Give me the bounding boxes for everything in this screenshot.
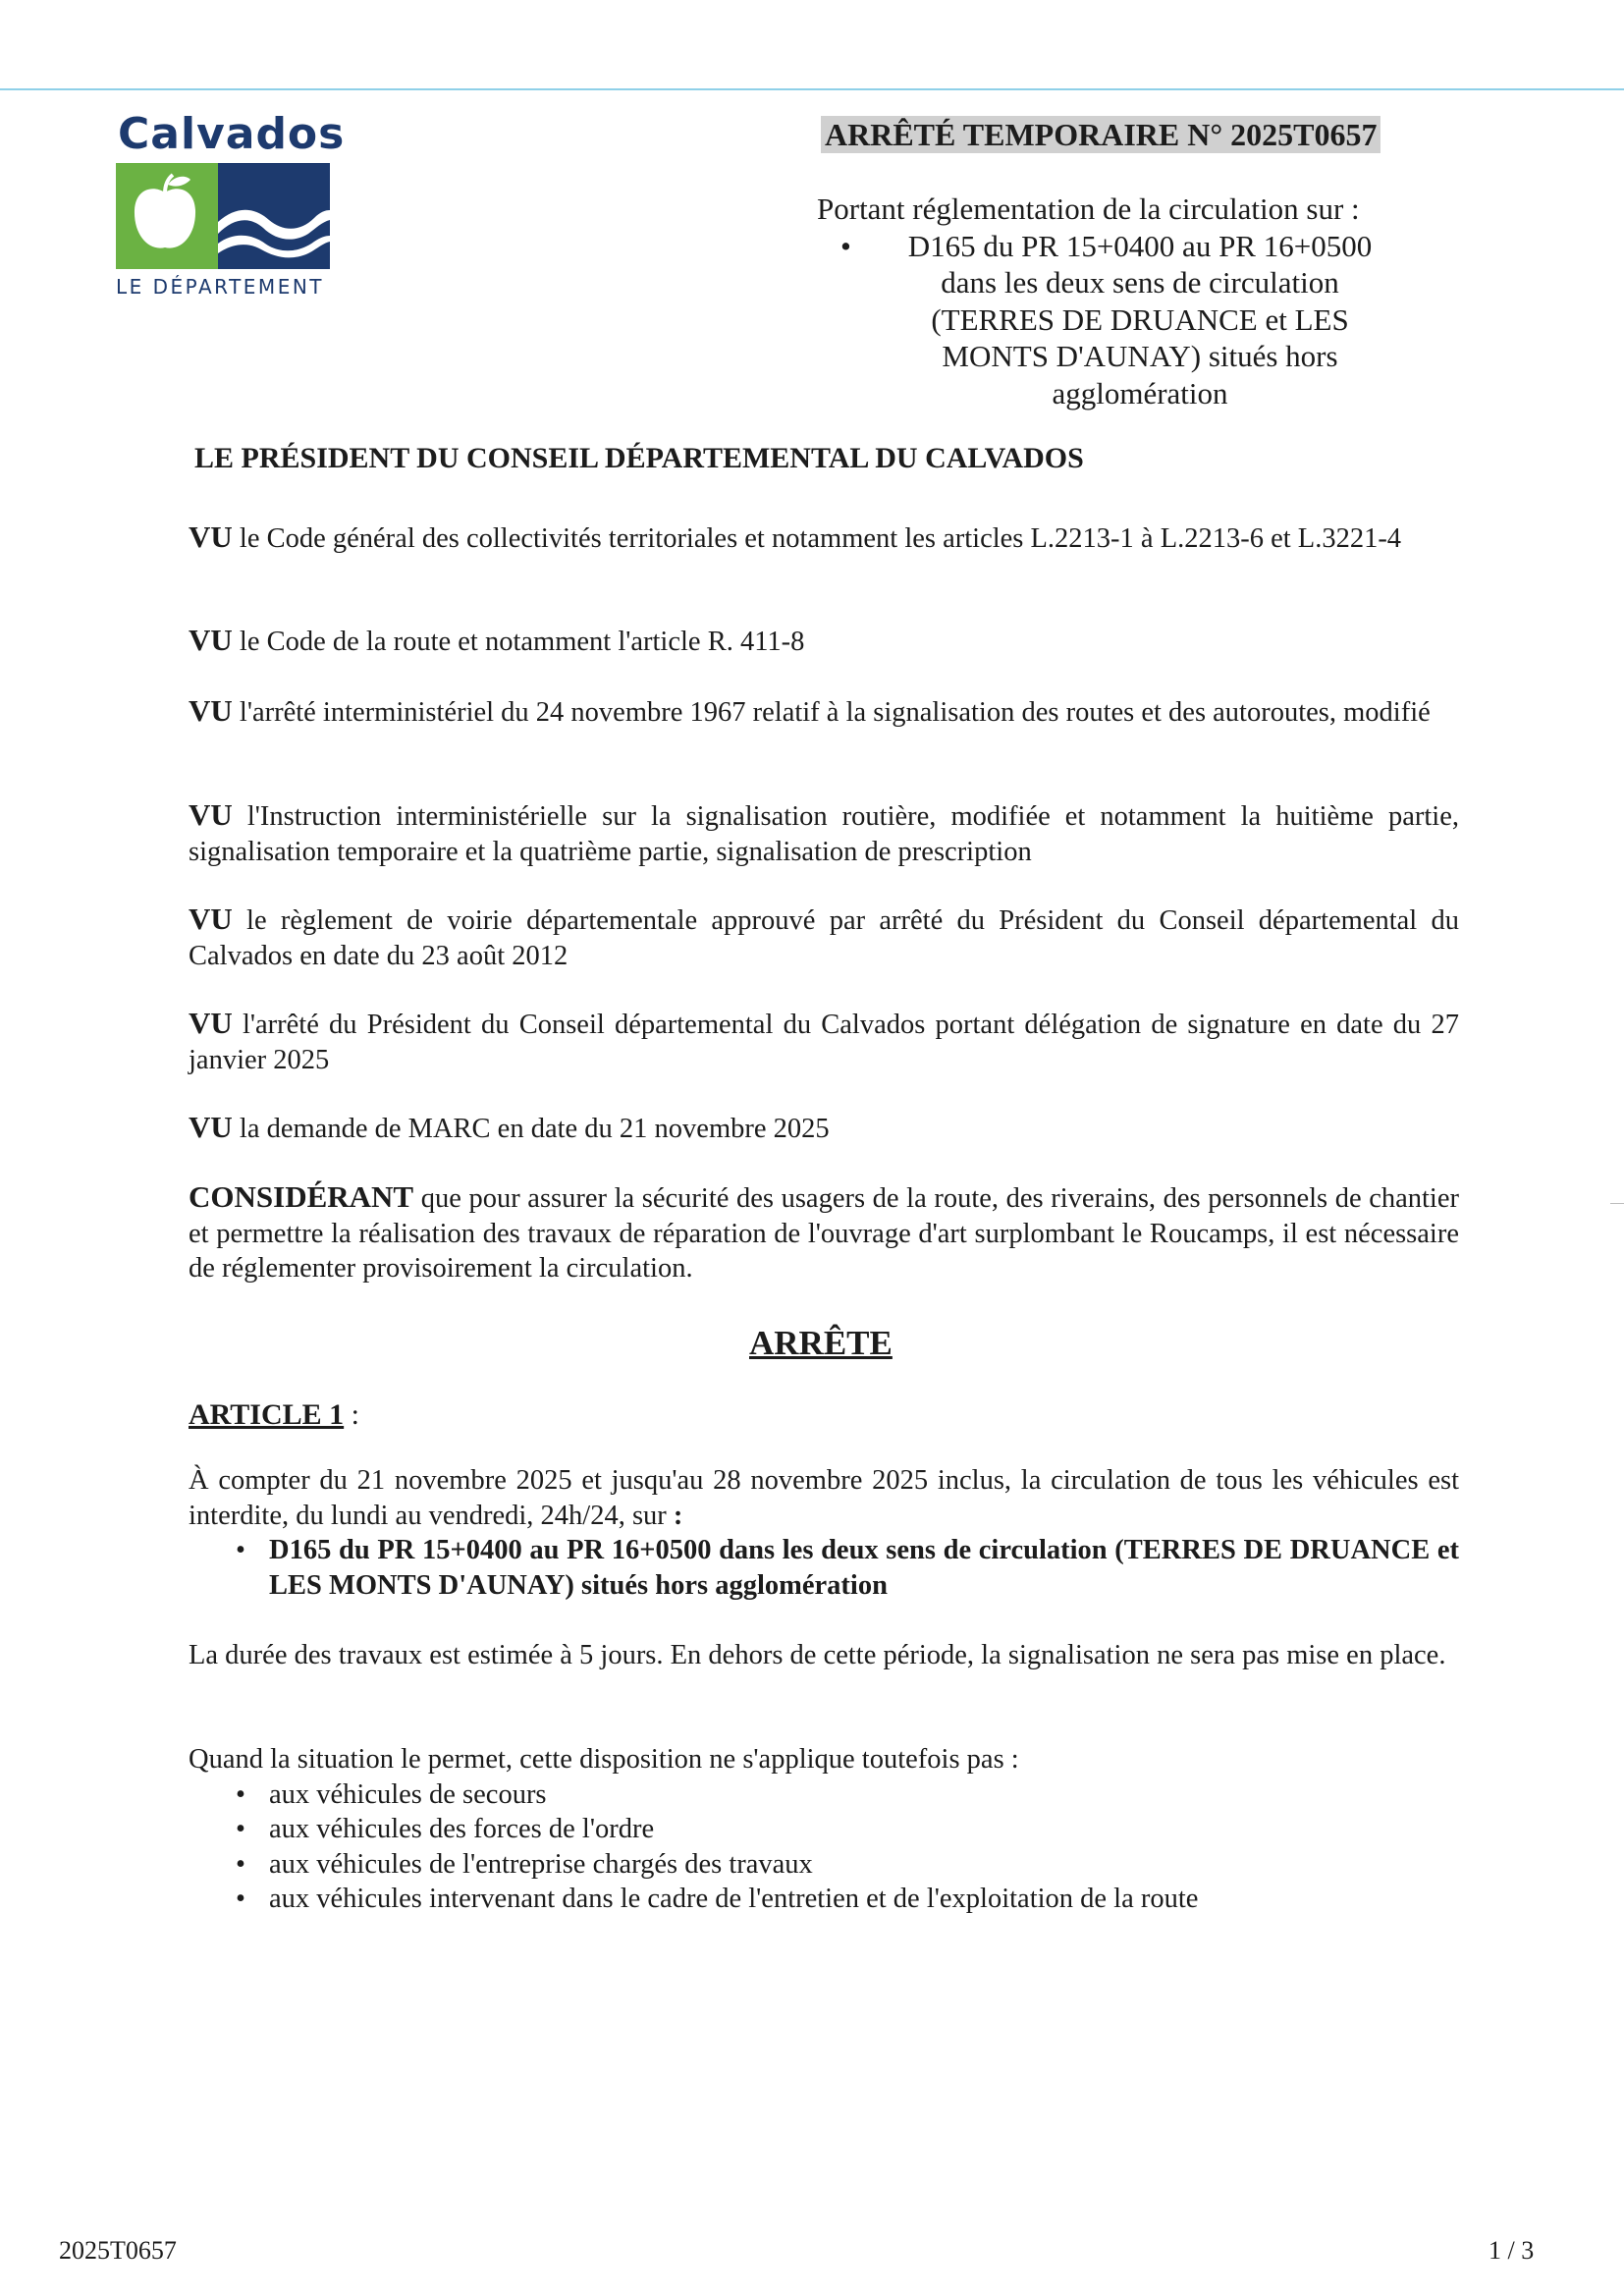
article-1-body: [189, 1463, 1459, 1603]
visa-3: VU l'arrêté interministériel du 24 novembre 1967 relatif à la signalisation des routes et des autoroutes, modifié: [189, 693, 1431, 728]
visa-7: VU la demande de MARC en date du 21 novembre 2025: [189, 1110, 830, 1144]
logo-subtitle: LE DÉPARTEMENT: [116, 275, 325, 299]
considerant-paragraph: CONSIDÉRANT que pour assurer la sécurité des usagers de la route, des riverains, des personnels de chantier et permettre la réalisation des travaux de réparation de l'ouvrage d'art surplombant le Roucamps, il est nécessaire de réglementer provisoirement la circulation.: [189, 1179, 1459, 1284]
article-1-duration: La durée des travaux est estimée à 5 jours. En dehors de cette période, la signalisation ne sera pas mise en place.: [189, 1640, 1446, 1670]
subject-road-text: D165 du PR 15+0400 au PR 16+0500 dans les deux sens de circulation (TERRES DE DRUANCE et LES MONTS D'AUNAY) situés hors agglomération: [907, 228, 1373, 410]
subject-road-item: [813, 228, 1402, 412]
article-1-exceptions: [189, 1742, 1459, 1917]
apple-wave-emblem-icon: [116, 163, 330, 269]
list-item: • aux véhicules de l'entreprise chargés des travaux: [189, 1847, 1459, 1883]
page-top-rule: [0, 88, 1624, 90]
visa-2: VU le Code de la route et notamment l'article R. 411-8: [189, 623, 805, 657]
visa-6: VU l'arrêté du Président du Conseil départemental du Calvados portant délégation de signature en date du 27 janvier 2025: [189, 1006, 1459, 1075]
article-1-intro: À compter du 21 novembre 2025 et jusqu'au 28 novembre 2025 inclus, la circulation de tous les véhicules est interdite, du lundi au vendredi, 24h/24, sur :: [189, 1465, 1459, 1531]
footer-page-number: 1 / 3: [1489, 2236, 1535, 2265]
visa-4: VU l'Instruction interministérielle sur la signalisation routière, modifiée et notamment la huitième partie, signalisation temporaire et la quatrième partie, signalisation de prescription: [189, 797, 1459, 867]
logo-wordmark: Calvados: [118, 109, 346, 159]
subject-intro: Portant réglementation de la circulation sur :: [817, 191, 1360, 226]
article-1-road-list: [189, 1533, 1459, 1603]
list-item: • aux véhicules intervenant dans le cadre de l'entretien et de l'exploitation de la route: [189, 1882, 1459, 1917]
bullet-icon: •: [840, 228, 851, 263]
list-item: • aux véhicules des forces de l'ordre: [189, 1812, 1459, 1847]
decree-subject: [813, 191, 1402, 411]
exceptions-list: [189, 1777, 1459, 1917]
visa-1: VU le Code général des collectivités territoriales et notamment les articles L.2213-1 à L.2213-6 et L.3221-4: [189, 519, 1402, 554]
list-item: • aux véhicules de secours: [189, 1777, 1459, 1813]
exceptions-intro: Quand la situation le permet, cette disposition ne s'applique toutefois pas :: [189, 1744, 1019, 1775]
calvados-logo: [116, 109, 346, 299]
visa-5: VU le règlement de voirie départementale approuvé par arrêté du Président du Conseil départemental du Calvados en date du 23 août 2012: [189, 902, 1459, 971]
president-heading: LE PRÉSIDENT DU CONSEIL DÉPARTEMENTAL DU CALVADOS: [194, 442, 1084, 474]
footer-reference: 2025T0657: [59, 2236, 177, 2265]
arrete-heading: ARRÊTE: [749, 1324, 893, 1362]
article-1-title: ARTICLE 1 :: [189, 1398, 359, 1431]
scan-edge-mark: [1610, 1203, 1624, 1204]
decree-title: ARRÊTÉ TEMPORAIRE N° 2025T0657: [821, 116, 1380, 153]
list-item: • D165 du PR 15+0400 au PR 16+0500 dans les deux sens de circulation (TERRES DE DRUANCE et LES MONTS D'AUNAY) situés hors agglomération: [189, 1533, 1459, 1603]
